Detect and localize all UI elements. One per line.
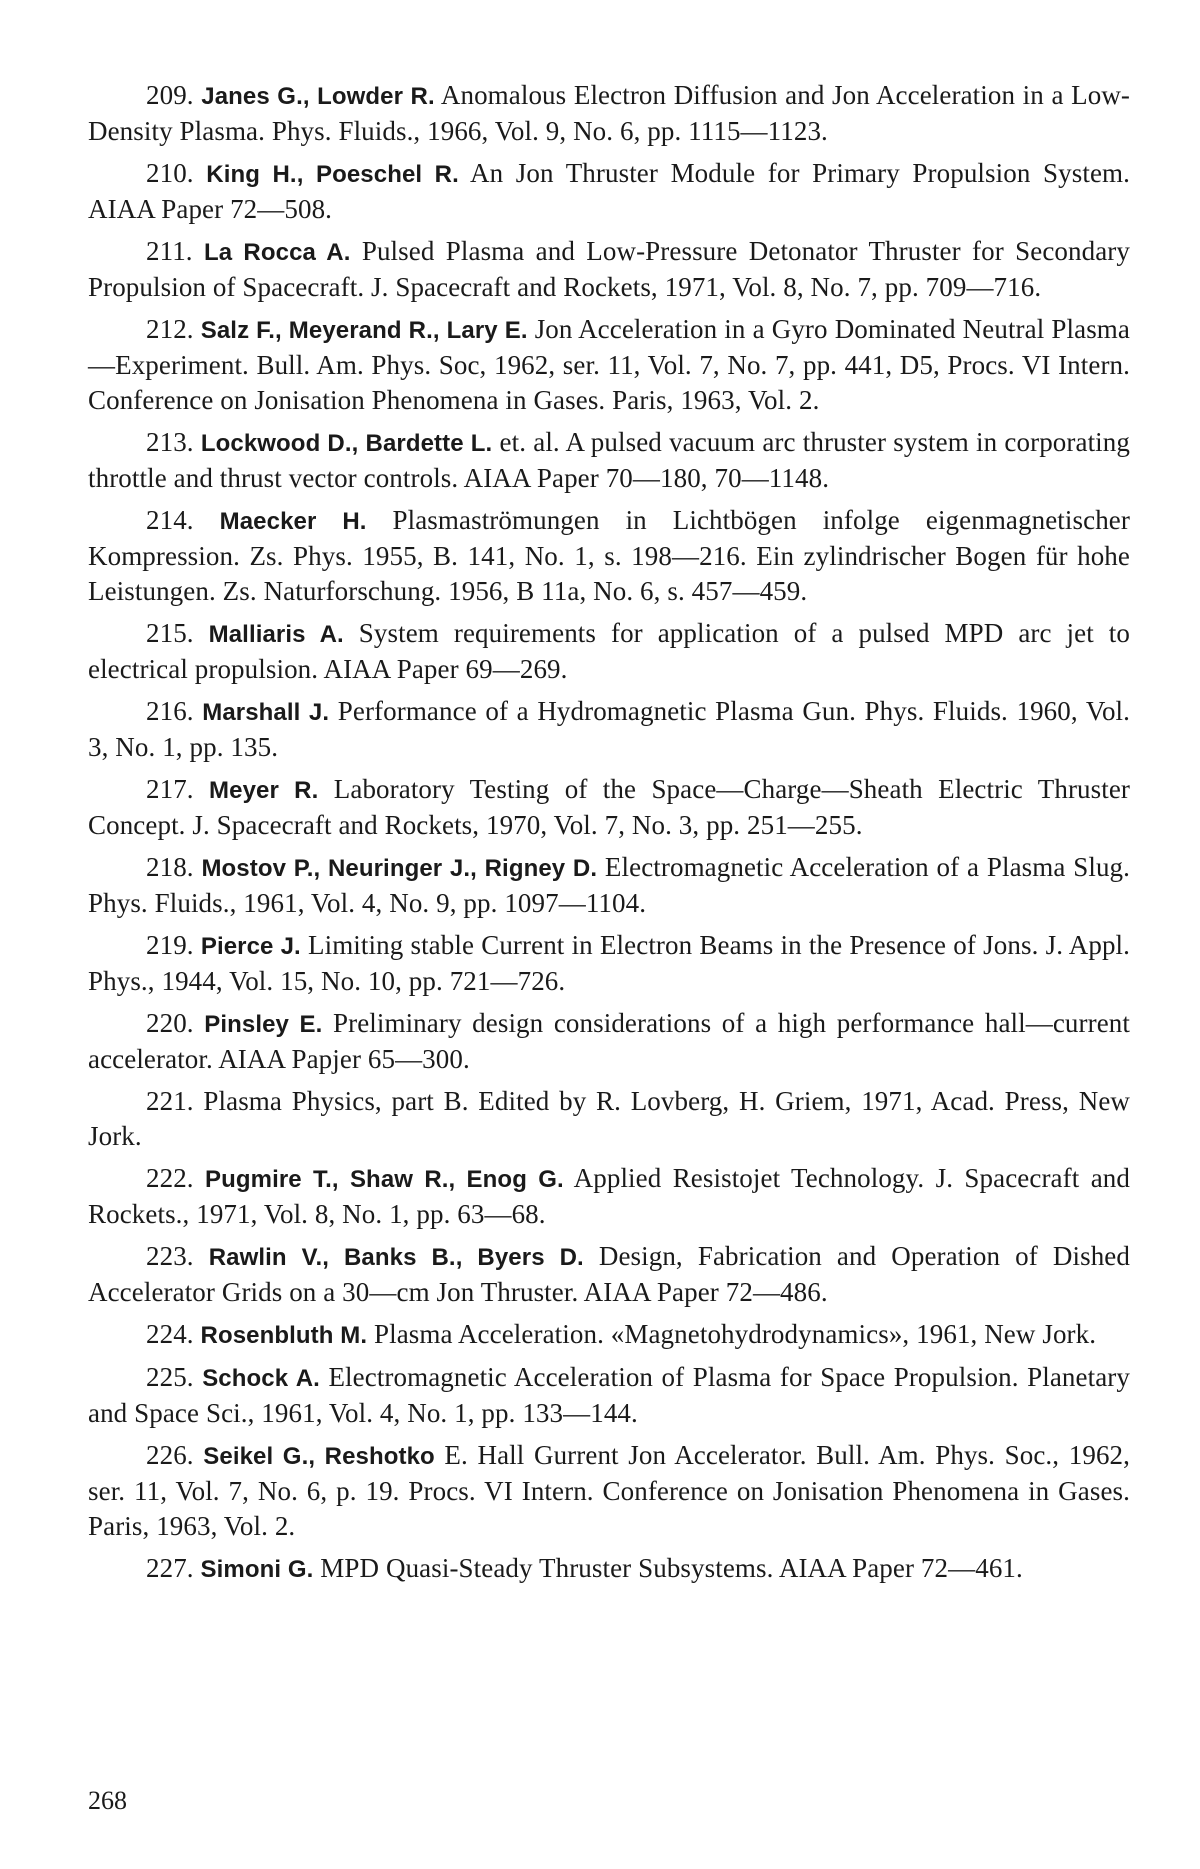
reference-text: Laboratory Testing of the Space—Charge—Sheath Electric Thruster Concept. J. Spacecraft and Rockets, 1970, Vol. 7, No. 3, pp. 251—255.: [88, 774, 1131, 840]
reference-authors: Marshall J.: [202, 699, 330, 726]
reference-text: Limiting stable Current in Electron Beams in the Presence of Jons. J. Appl. Phys., 1944, Vol. 15, No. 10, pp. 721—726.: [88, 930, 1130, 996]
reference-entry: [88, 1551, 1130, 1587]
reference-text: Applied Resistojet Technology. J. Spacecraft and Rockets., 1971, Vol. 8, No. 1, pp. 63—68.: [88, 1163, 1130, 1229]
reference-entry: [88, 1438, 1130, 1544]
reference-entry: [88, 772, 1130, 843]
reference-text: Preliminary design considerations of a high performance hall—current accelerator. AIAA Papjer 65—300.: [88, 1008, 1130, 1074]
reference-entry: [88, 694, 1130, 765]
reference-entry: [88, 1317, 1130, 1353]
reference-authors: Schock A.: [202, 1365, 320, 1392]
reference-number: 216.: [146, 696, 194, 726]
reference-number: 210.: [146, 158, 194, 188]
reference-number: 222.: [146, 1163, 194, 1193]
reference-number: 220.: [146, 1008, 194, 1038]
reference-number: 227.: [146, 1553, 194, 1583]
reference-text: Design, Fabrication and Operation of Dished Accelerator Grids on a 30—cm Jon Thruster. AIAA Paper 72—486.: [88, 1241, 1130, 1307]
reference-text: Jon Acceleration in a Gyro Dominated Neutral Plasma—Experiment. Bull. Am. Phys. Soc, 1962, ser. 11, Vol. 7, No. 7, pp. 441, D5, Procs. VI Intern. Conference on Jonisation Phenomena in Gases. Paris, 1963, Vol. 2.: [88, 314, 1130, 415]
reference-authors: Seikel G., Reshotko: [203, 1443, 435, 1470]
reference-number: 214.: [146, 505, 194, 535]
reference-entry: [88, 928, 1130, 999]
reference-entry: [88, 850, 1130, 921]
reference-entry: [88, 1239, 1130, 1310]
reference-text: Plasma Acceleration. «Magnetohydrodynamics», 1961, New Jork.: [374, 1319, 1097, 1349]
reference-entry: [88, 1360, 1130, 1431]
reference-number: 213.: [146, 427, 194, 457]
reference-authors: Mostov P., Neuringer J., Rigney D.: [201, 855, 598, 882]
page-number: 268: [88, 1786, 127, 1815]
reference-number: 223.: [146, 1241, 194, 1271]
reference-entry: [88, 1161, 1130, 1232]
reference-number: 221.: [146, 1086, 194, 1116]
reference-text: System requirements for application of a pulsed MPD arc jet to electrical propulsion. AIAA Paper 69—269.: [88, 618, 1131, 684]
reference-text: Performance of a Hydromagnetic Plasma Gun. Phys. Fluids. 1960, Vol. 3, No. 1, pp. 135.: [88, 696, 1131, 762]
reference-authors: Lockwood D., Bardette L.: [200, 430, 493, 457]
reference-authors: Janes G., Lowder R.: [201, 83, 435, 110]
reference-authors: Salz F., Meyerand R., Lary E.: [200, 317, 528, 344]
reference-entry: [88, 78, 1130, 149]
reference-text: Plasma Physics, part B. Edited by R. Lovberg, H. Griem, 1971, Acad. Press, New Jork.: [88, 1086, 1130, 1151]
reference-authors: Malliaris A.: [208, 621, 344, 648]
reference-entry: [88, 616, 1130, 687]
reference-number: 211.: [146, 236, 193, 266]
reference-number: 219.: [146, 930, 194, 960]
reference-authors: King H., Poeschel R.: [206, 161, 459, 188]
reference-number: 212.: [146, 314, 194, 344]
reference-text: et. al. A pulsed vacuum arc thruster system in corporating throttle and thrust vector controls. AIAA Paper 70—180, 70—1148.: [88, 427, 1130, 493]
reference-authors: Rosenbluth M.: [200, 1322, 368, 1349]
reference-text: MPD Quasi-Steady Thruster Subsystems. AIAA Paper 72—461.: [320, 1553, 1023, 1583]
reference-entry: [88, 156, 1130, 227]
reference-entry: [88, 425, 1130, 496]
reference-text: An Jon Thruster Module for Primary Propulsion System. AIAA Paper 72—508.: [88, 158, 1130, 224]
reference-number: 217.: [146, 774, 194, 804]
reference-authors: Simoni G.: [200, 1556, 314, 1583]
reference-authors: Pinsley E.: [204, 1011, 323, 1038]
reference-number: 224.: [146, 1319, 194, 1349]
reference-entry: [88, 1084, 1130, 1154]
reference-authors: Pugmire T., Shaw R., Enog G.: [205, 1166, 564, 1193]
reference-entry: [88, 234, 1130, 305]
reference-entry: [88, 312, 1130, 418]
reference-authors: Maecker H.: [219, 508, 367, 535]
reference-list: [88, 78, 1130, 1594]
reference-number: 226.: [146, 1440, 194, 1470]
reference-authors: Rawlin V., Banks B., Byers D.: [208, 1244, 584, 1271]
reference-authors: Pierce J.: [200, 933, 301, 960]
reference-text: Electromagnetic Acceleration of a Plasma Slug. Phys. Fluids., 1961, Vol. 4, No. 9, pp. 1097—1104.: [88, 852, 1130, 918]
reference-entry: [88, 1006, 1130, 1077]
reference-text: Plasmaströmungen in Lichtbögen infolge eigenmagnetischer Kompression. Zs. Phys. 1955, B. 141, No. 1, s. 198—216. Ein zylindrischer Bogen für hohe Leistungen. Zs. Naturforschung. 1956, B 11a, No. 6, s. 457—459.: [88, 505, 1130, 606]
reference-authors: La Rocca A.: [203, 239, 351, 266]
reference-entry: [88, 503, 1130, 609]
reference-text: Pulsed Plasma and Low-Pressure Detonator Thruster for Secondary Propulsion of Spacecraft. J. Spacecraft and Rockets, 1971, Vol. 8, No. 7, pp. 709—716.: [88, 236, 1130, 302]
reference-text: E. Hall Gurrent Jon Accelerator. Bull. Am. Phys. Soc., 1962, ser. 11, Vol. 7, No. 6, p. 19. Procs. VI Intern. Conference on Jonisation Phenomena in Gases. Paris, 1963, Vol. 2.: [88, 1440, 1130, 1541]
reference-text: Anomalous Electron Diffusion and Jon Acceleration in a Low-Density Plasma. Phys. Fluids., 1966, Vol. 9, No. 6, pp. 1115—1123.: [88, 80, 1131, 146]
reference-number: 218.: [146, 852, 194, 882]
reference-authors: Meyer R.: [209, 777, 319, 804]
reference-number: 225.: [146, 1362, 194, 1392]
reference-number: 209.: [146, 80, 194, 110]
reference-number: 215.: [146, 618, 194, 648]
reference-text: Electromagnetic Acceleration of Plasma for Space Propulsion. Planetary and Space Sci., 1961, Vol. 4, No. 1, pp. 133—144.: [88, 1362, 1130, 1428]
